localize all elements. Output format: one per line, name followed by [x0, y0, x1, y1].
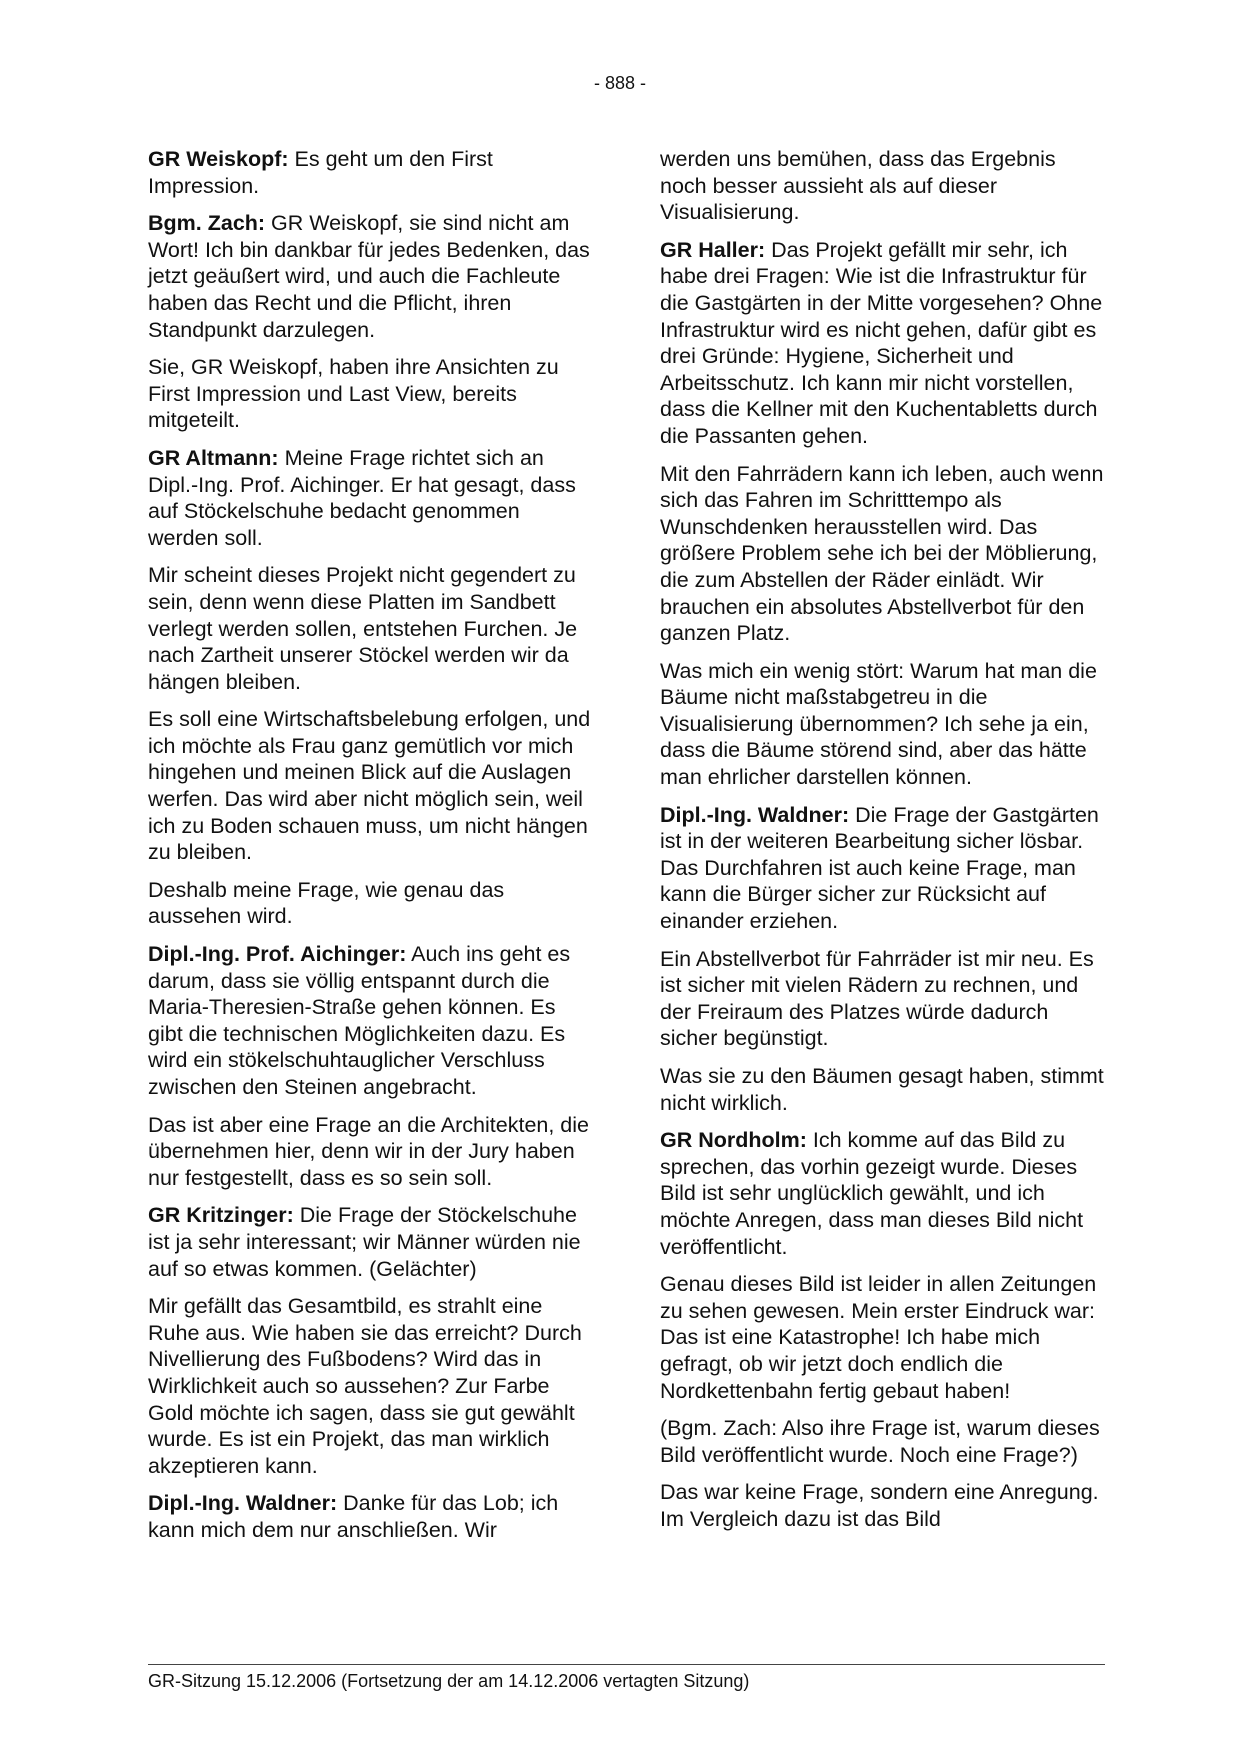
paragraph-text: (Bgm. Zach: Also ihre Frage ist, warum dieses Bild veröffentlicht wurde. Noch eine Frage?): [660, 1416, 1100, 1467]
paragraph: [148, 941, 593, 1101]
paragraph: [660, 1415, 1105, 1468]
paragraph-text: Mir scheint dieses Projekt nicht gegendert zu sein, denn wenn diese Platten im Sandbett verlegt werden sollen, entstehen Furchen. Je nach Zartheit unserer Stöckel werden wir da hängen bleiben.: [148, 563, 578, 694]
speaker-name: GR Nordholm:: [660, 1128, 807, 1153]
paragraph: [148, 1293, 593, 1479]
paragraph: [660, 146, 1105, 226]
right-column: [660, 146, 1105, 1544]
paragraph-text: Sie, GR Weiskopf, haben ihre Ansichten zu First Impression und Last View, bereits mitgeteilt.: [148, 355, 559, 433]
paragraph-text: Das ist aber eine Frage an die Architekten, die übernehmen hier, denn wir in der Jury haben nur festgestellt, dass es so sein soll.: [148, 1112, 590, 1190]
paragraph-text: Das war keine Frage, sondern eine Anregung. Im Vergleich dazu ist das Bild: [660, 1480, 1099, 1531]
speaker-name: GR Altmann:: [148, 445, 279, 470]
paragraph: [660, 802, 1105, 935]
paragraph: [660, 658, 1105, 791]
speaker-name: Dipl.-Ing. Prof. Aichinger:: [148, 942, 407, 967]
paragraph-text: Deshalb meine Frage, wie genau das aussehen wird.: [148, 877, 505, 929]
paragraph-text: Ein Abstellverbot für Fahrräder ist mir neu. Es ist sicher mit vielen Rädern zu rechnen, und der Freiraum des Platzes würde dadurch sicher begünstigt.: [660, 946, 1094, 1051]
speaker-name: GR Weiskopf:: [148, 147, 289, 171]
paragraph-text: Die Frage der Stöckelschuhe ist ja sehr interessant; wir Männer würden nie auf so etwas kommen. (Gelächter): [148, 1203, 581, 1281]
paragraph-text: Das Projekt gefällt mir sehr, ich habe drei Fragen: Wie ist die Infrastruktur für die Gastgärten in der Mitte vorgesehen? Ohne Infrastruktur wird es nicht gehen, dafür gibt es drei Gründe: Hygiene, Sicherheit und Arbeitsschutz. Ich kann mir nicht vorstellen, dass die Kellner mit den Kuchentabletts durch die Passanten gehen.: [660, 237, 1103, 448]
paragraph: [660, 946, 1105, 1052]
speaker-name: GR Haller:: [660, 237, 766, 262]
paragraph-text: Genau dieses Bild ist leider in allen Zeitungen zu sehen gewesen. Mein erster Eindruck war: Das ist eine Katastrophe! Ich habe mich gefragt, ob wir jetzt doch endlich die Nordkettenbahn fertig gebaut haben!: [660, 1272, 1097, 1403]
paragraph-text: Auch ins geht es darum, dass sie völlig entspannt durch die Maria-Theresien-Straße gehen können. Es gibt die technischen Möglichkeiten dazu. Es wird ein stökelschuhtauglicher Verschluss zwischen den Steinen angebracht.: [148, 942, 571, 1099]
paragraph: [148, 1490, 593, 1543]
paragraph-text: Danke für das Lob; ich kann mich dem nur anschließen. Wir: [148, 1491, 559, 1542]
paragraph: [660, 461, 1105, 647]
paragraph-text: Mir gefällt das Gesamtbild, es strahlt eine Ruhe aus. Wie haben sie das erreicht? Durch Nivellierung des Fußbodens? Wird das in Wirklichkeit auch so aussehen? Zur Farbe Gold möchte ich sagen, dass sie gut gewählt wurde. Es ist ein Projekt, das man wirklich akzeptieren kann.: [148, 1294, 582, 1478]
speaker-name: Bgm. Zach:: [148, 211, 266, 236]
paragraph-text: Mit den Fahrrädern kann ich leben, auch wenn sich das Fahren im Schritttempo als Wunschdenken herausstellen wird. Das größere Problem sehe ich bei der Möblierung, die zum Abstellen der Räder einlädt. Wir brauchen ein absolutes Abstellverbot für den ganzen Platz.: [660, 461, 1104, 646]
paragraph: [148, 354, 593, 434]
paragraph-text: Was sie zu den Bäumen gesagt haben, stimmt nicht wirklich.: [660, 1064, 1104, 1115]
left-column: [148, 146, 593, 1555]
speaker-name: Dipl.-Ing. Waldner:: [148, 1491, 338, 1516]
paragraph: [148, 1202, 593, 1282]
footer-divider: [148, 1664, 1105, 1665]
paragraph: [660, 1271, 1105, 1404]
paragraph-text: Die Frage der Gastgärten ist in der weiteren Bearbeitung sicher lösbar. Das Durchfahren ist auch keine Frage, man kann die Bürger sicher zur Rücksicht auf einander erziehen.: [660, 802, 1099, 934]
paragraph-text: GR Weiskopf, sie sind nicht am Wort! Ich bin dankbar für jedes Bedenken, das jetzt geäußert wird, und auch die Fachleute haben das Recht und die Pflicht, ihren Standpunkt darzulegen.: [148, 211, 590, 342]
paragraph: [660, 237, 1105, 450]
speaker-name: GR Kritzinger:: [148, 1203, 294, 1228]
paragraph-text: Ich komme auf das Bild zu sprechen, das vorhin gezeigt wurde. Dieses Bild ist sehr unglücklich gewählt, und ich möchte Anregen, dass man dieses Bild nicht veröffentlicht.: [660, 1128, 1084, 1259]
paragraph-text: Meine Frage richtet sich an Dipl.-Ing. Prof. Aichinger. Er hat gesagt, dass auf Stöckelschuhe bedacht genommen werden soll.: [148, 445, 576, 550]
paragraph: [148, 445, 593, 551]
speaker-name: Dipl.-Ing. Waldner:: [660, 802, 850, 827]
page-number: - 888 -: [593, 73, 647, 93]
paragraph: [148, 146, 593, 199]
paragraph-text: werden uns bemühen, dass das Ergebnis noch besser aussieht als auf dieser Visualisierung.: [660, 147, 1056, 225]
paragraph-text: Was mich ein wenig stört: Warum hat man die Bäume nicht maßstabgetreu in die Visualisierung übernommen? Ich sehe ja ein, dass die Bäume störend sind, aber das hätte man ehrlicher darstellen können.: [660, 658, 1097, 790]
paragraph: [660, 1063, 1105, 1116]
paragraph: [660, 1479, 1105, 1532]
paragraph-text: Es soll eine Wirtschaftsbelebung erfolgen, und ich möchte als Frau ganz gemütlich vor mich hingehen und meinen Blick auf die Auslagen werfen. Das wird aber nicht möglich sein, weil ich zu Boden schauen muss, um nicht hängen zu bleiben.: [148, 707, 591, 865]
paragraph: [148, 210, 593, 343]
paragraph: [148, 877, 593, 930]
paragraph: [148, 1112, 593, 1192]
footer-text: GR-Sitzung 15.12.2006 (Fortsetzung der am 14.12.2006 vertagten Sitzung): [148, 1671, 750, 1691]
paragraph-text: Es geht um den First Impression.: [148, 147, 493, 198]
paragraph: [148, 706, 593, 866]
paragraph: [660, 1127, 1105, 1260]
paragraph: [148, 562, 593, 695]
